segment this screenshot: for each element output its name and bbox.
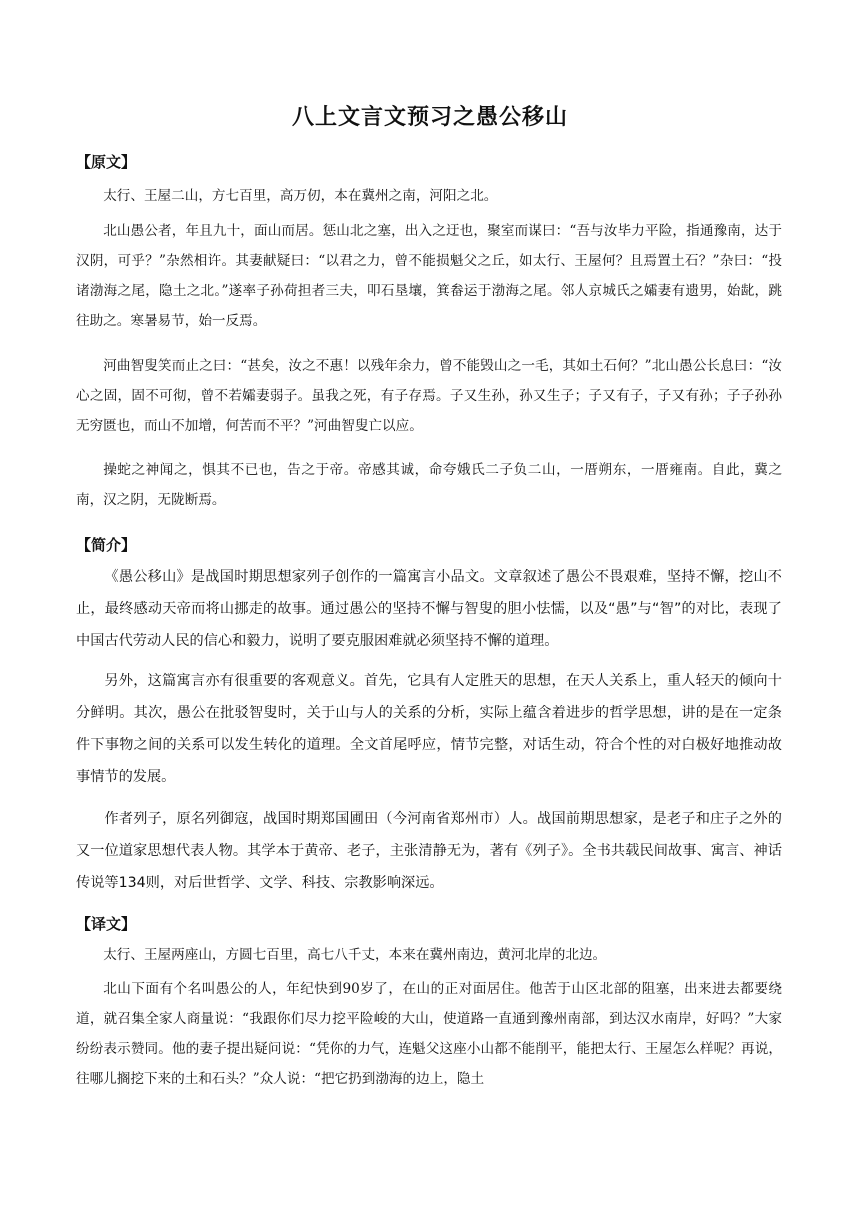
- translation-paragraph: 北山下面有个名叫愚公的人，年纪快到90岁了，在山的正对面居住。他苦于山区北部的阻塞，出来进去都要绕道，就召集全家人商量说：“我跟你们尽力挖平险峻的大山，使道路一直通到豫州南部，到达汉水南岸，好吗？”大家纷纷表示赞同。他的妻子提出疑问说：“凭你的力气，连魁父这座小山都不能削平，能把太行、王屋怎么样呢？再说，往哪儿搁挖下来的土和石头？”众人说：“把它扔到渤海的边上，隐土: [76, 981, 782, 1087]
- original-paragraph: 太行、王屋二山，方七百里，高万仞，本在冀州之南，河阳之北。: [103, 188, 498, 204]
- intro-paragraph: 作者列子，原名列御寇，战国时期郑国圃田（今河南省郑州市）人。战国前期思想家，是老子和庄子之外的又一位道家思想代表人物。其学本于黄帝、老子，主张清静无为，著有《列子》。全书共载民间故事、寓言、神话传说等134则，对后世哲学、文学、科技、宗教影响深远。: [76, 811, 782, 891]
- original-paragraph: 河曲智叟笑而止之曰：“甚矣，汝之不惠！以残年余力，曾不能毁山之一毛，其如土石何？”北山愚公长息曰：“汝心之固，固不可彻，曾不若孀妻弱子。虽我之死，有子存焉。子又生孙，孙又生子；子又有子，子又有孙；子子孙孙无穷匮也，而山不加增，何苦而不平？”河曲智叟亡以应。: [76, 358, 782, 434]
- original-paragraph: 北山愚公者，年且九十，面山而居。惩山北之塞，出入之迂也，聚室而谋曰：“吾与汝毕力平险，指通豫南，达于汉阴，可乎？”杂然相许。其妻献疑曰：“以君之力，曾不能损魁父之丘，如太行、王屋何？且焉置土石？”杂曰：“投诸渤海之尾，隐土之北。”遂率子孙荷担者三夫，叩石垦壤，箕畚运于渤海之尾。邻人京城氏之孀妻有遗男，始龀，跳往助之。寒暑易节，始一反焉。: [76, 223, 782, 329]
- section-heading-intro: 【简介】: [76, 536, 137, 554]
- section-heading-translation: 【译文】: [76, 915, 137, 933]
- translation-paragraph: 太行、王屋两座山，方圆七百里，高七八千丈，本来在冀州南边，黄河北岸的北边。: [103, 947, 607, 963]
- original-paragraph: 操蛇之神闻之，惧其不已也，告之于帝。帝感其诚，命夸娥氏二子负二山，一厝朔东，一厝雍南。自此，冀之南，汉之阴，无陇断焉。: [76, 462, 782, 508]
- intro-paragraph: 另外，这篇寓言亦有很重要的客观意义。首先，它具有人定胜天的思想，在天人关系上，重人轻天的倾向十分鲜明。其次，愚公在批驳智叟时，关于山与人的关系的分析，实际上蕴含着进步的哲学思想，讲的是在一定条件下事物之间的关系可以发生转化的道理。全文首尾呼应，情节完整，对话生动，符合个性的对白极好地推动故事情节的发展。: [76, 673, 782, 785]
- document-title: 八上文言文预习之愚公移山: [291, 105, 568, 130]
- intro-paragraph: 《愚公移山》是战国时期思想家列子创作的一篇寓言小品文。文章叙述了愚公不畏艰难，坚持不懈，挖山不止，最终感动天帝而将山挪走的故事。通过愚公的坚持不懈与智叟的胆小怯懦，以及“愚”与“智”的对比，表现了中国古代劳动人民的信心和毅力，说明了要克服困难就必须坚持不懈的道理。: [76, 569, 782, 649]
- section-heading-original: 【原文】: [76, 153, 137, 171]
